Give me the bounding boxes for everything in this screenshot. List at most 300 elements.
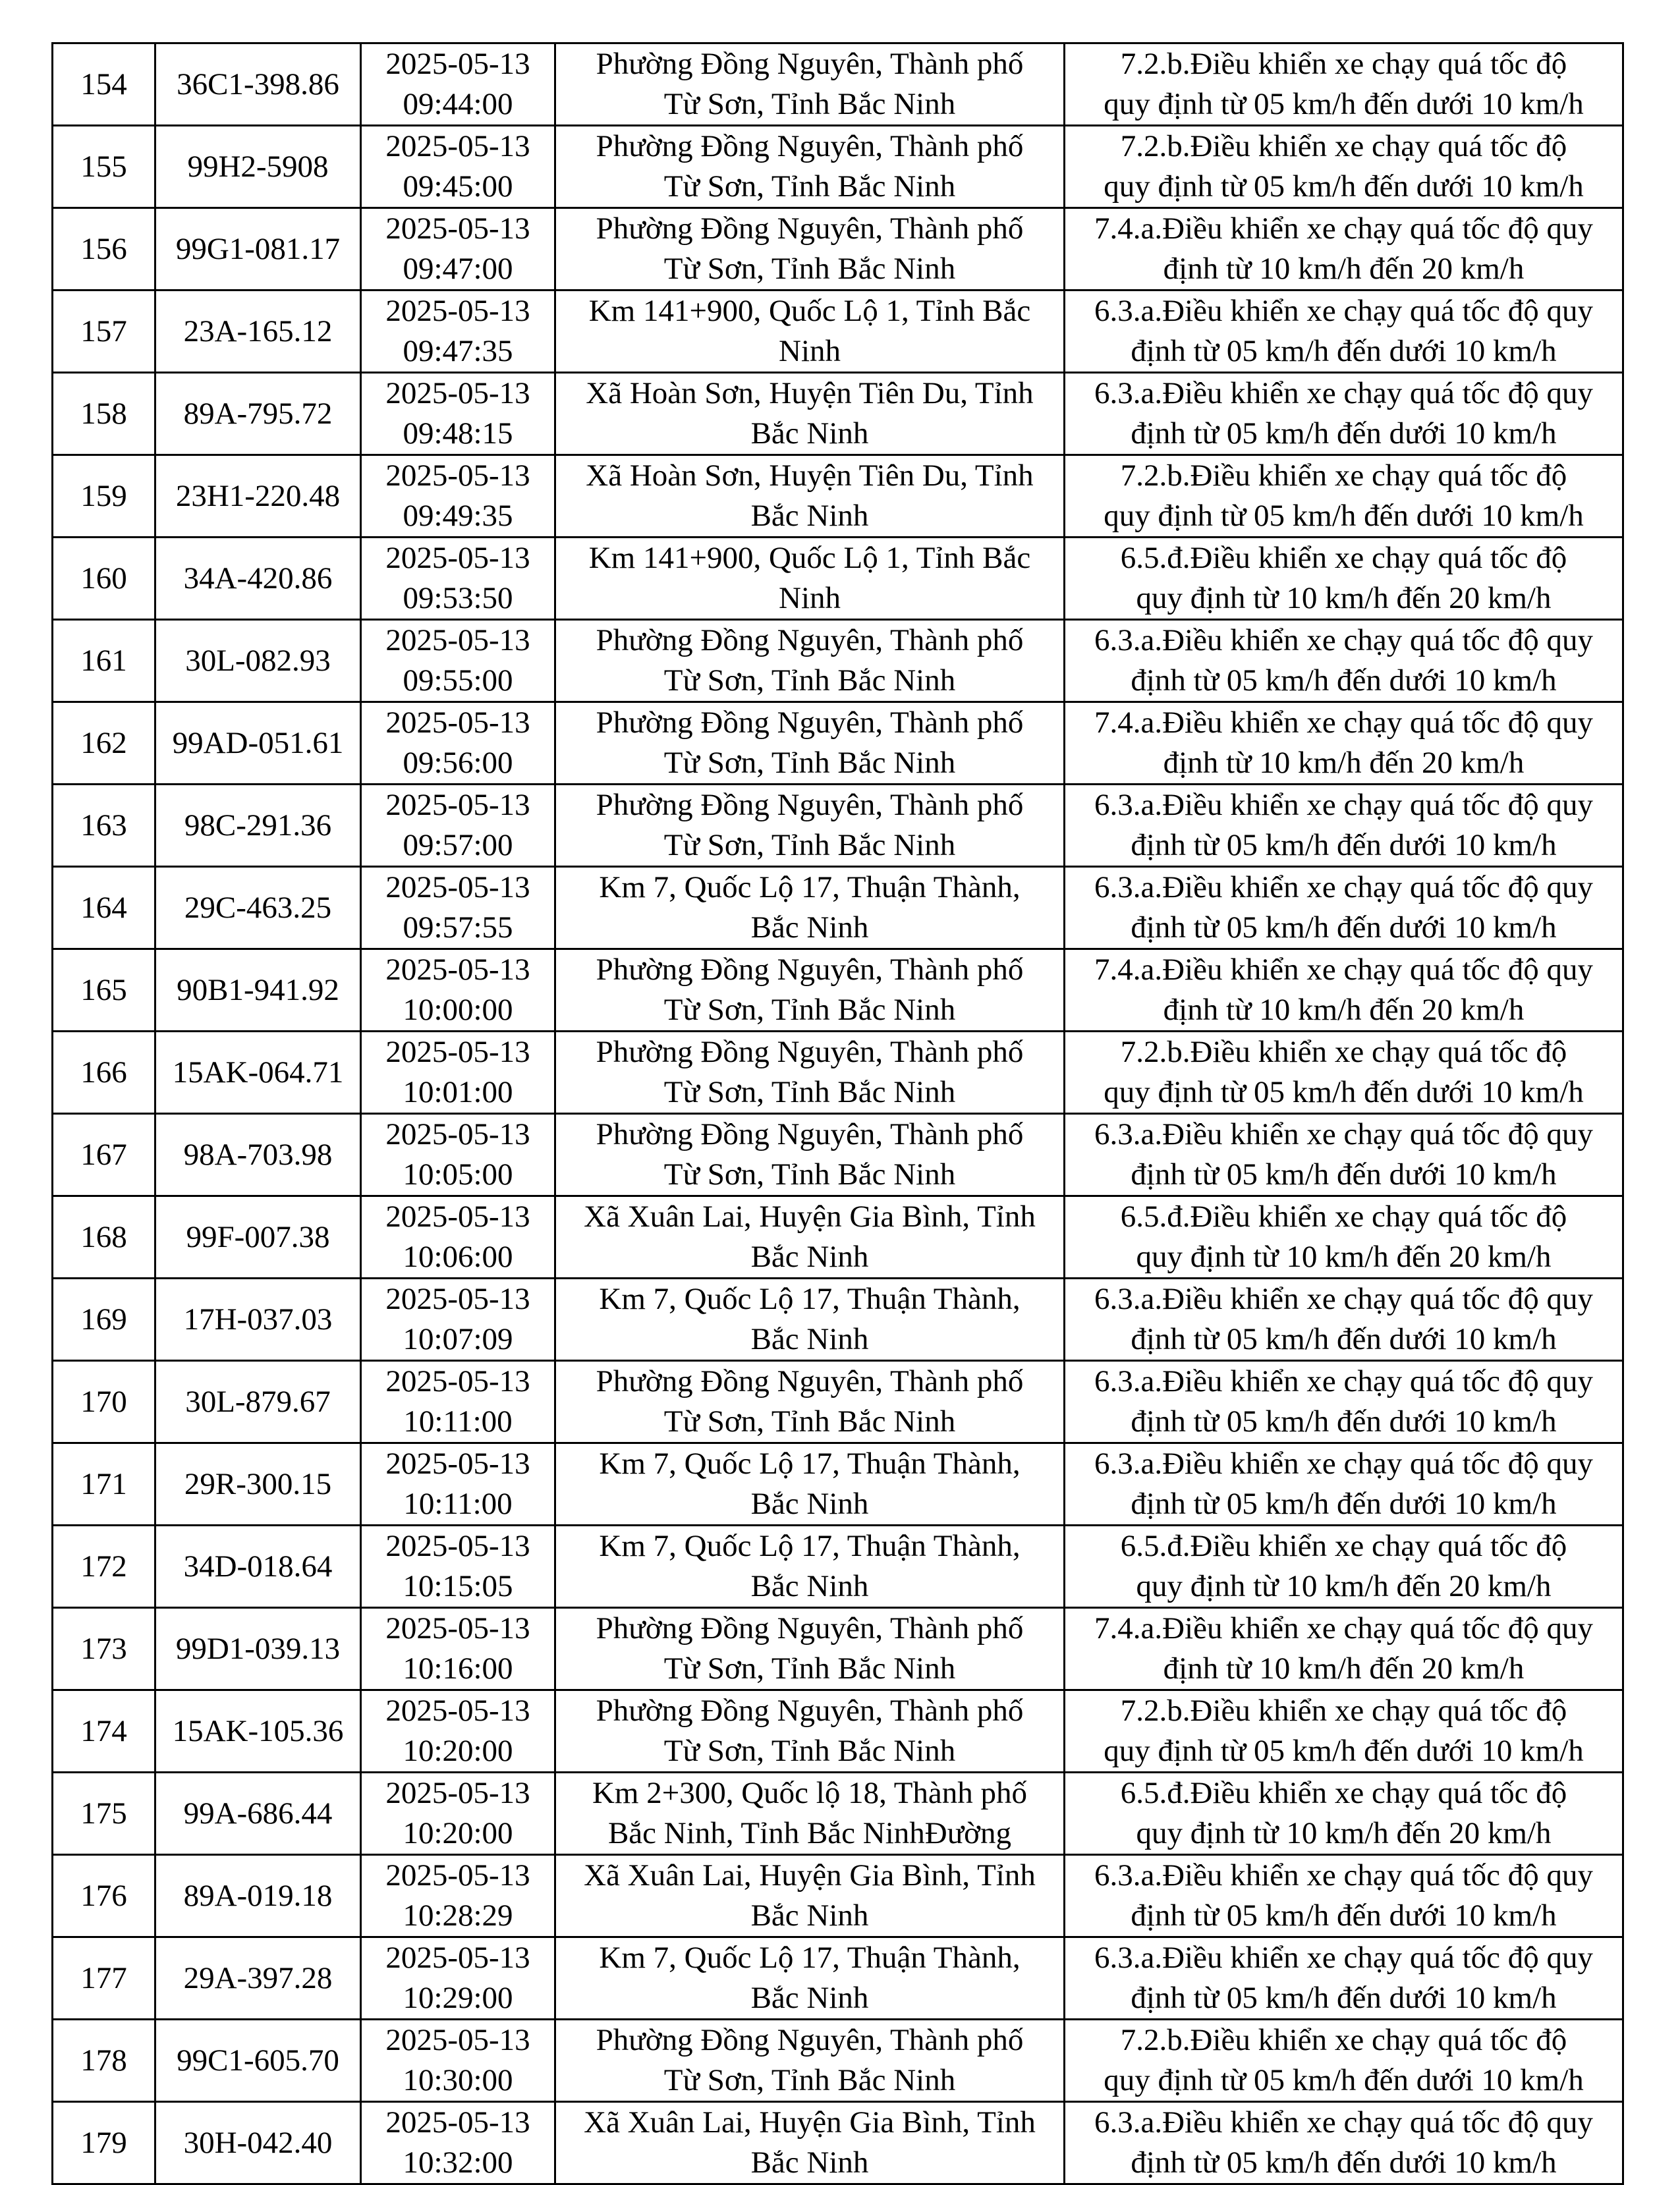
cell-date: 2025-05-13 xyxy=(385,1694,530,1728)
table-row xyxy=(53,1032,1623,1114)
cell-datetime xyxy=(361,1361,555,1443)
cell-stt: 155 xyxy=(53,126,155,208)
cell-plate: 30L-082.93 xyxy=(155,620,361,702)
cell-plate: 90B1-941.92 xyxy=(155,949,361,1032)
cell-datetime xyxy=(361,1114,555,1196)
cell-date: 2025-05-13 xyxy=(385,1776,530,1810)
cell-date: 2025-05-13 xyxy=(385,2105,530,2140)
cell-time: 10:20:00 xyxy=(403,1734,513,1768)
cell-location xyxy=(555,1526,1065,1608)
cell-violation-line-1: 7.2.b.Điều khiển xe chạy quá tốc độ xyxy=(1120,2023,1567,2057)
cell-location xyxy=(555,1690,1065,1773)
cell-location xyxy=(555,455,1065,538)
cell-location-line-2: Bắc Ninh xyxy=(750,1569,869,1603)
cell-violation xyxy=(1065,1032,1623,1114)
cell-location xyxy=(555,1855,1065,1937)
cell-plate: 89A-795.72 xyxy=(155,373,361,455)
table-row xyxy=(53,538,1623,620)
cell-location xyxy=(555,949,1065,1032)
cell-plate: 34A-420.86 xyxy=(155,538,361,620)
cell-plate: 34D-018.64 xyxy=(155,1526,361,1608)
cell-violation-line-2: quy định từ 10 km/h đến 20 km/h xyxy=(1136,1240,1552,1274)
cell-time: 10:32:00 xyxy=(403,2145,513,2180)
cell-date: 2025-05-13 xyxy=(385,953,530,987)
cell-stt: 157 xyxy=(53,290,155,373)
cell-location-line-2: Từ Sơn, Tỉnh Bắc Ninh xyxy=(663,1734,956,1768)
cell-stt: 154 xyxy=(53,43,155,126)
cell-stt: 179 xyxy=(53,2102,155,2184)
cell-datetime xyxy=(361,2020,555,2102)
cell-location-line-2: Bắc Ninh xyxy=(750,1240,869,1274)
cell-location-line-1: Xã Hoàn Sơn, Huyện Tiên Du, Tỉnh xyxy=(586,458,1034,493)
table-row xyxy=(53,867,1623,949)
cell-violation xyxy=(1065,702,1623,785)
cell-plate: 15AK-105.36 xyxy=(155,1690,361,1773)
cell-location xyxy=(555,1443,1065,1526)
cell-violation-line-1: 6.3.a.Điều khiển xe chạy quá tốc độ quy xyxy=(1094,623,1593,657)
cell-violation-line-1: 6.3.a.Điều khiển xe chạy quá tốc độ quy xyxy=(1094,376,1593,410)
table-row xyxy=(53,43,1623,126)
cell-time: 09:56:00 xyxy=(403,746,513,780)
cell-violation xyxy=(1065,1114,1623,1196)
cell-date: 2025-05-13 xyxy=(385,1611,530,1646)
cell-location-line-1: Phường Đồng Nguyên, Thành phố xyxy=(596,1364,1024,1398)
cell-stt: 175 xyxy=(53,1773,155,1855)
table-row xyxy=(53,1526,1623,1608)
cell-violation xyxy=(1065,1279,1623,1361)
cell-violation-line-2: định từ 05 km/h đến dưới 10 km/h xyxy=(1131,663,1557,698)
cell-datetime xyxy=(361,1773,555,1855)
cell-plate: 29C-463.25 xyxy=(155,867,361,949)
cell-violation-line-1: 7.2.b.Điều khiển xe chạy quá tốc độ xyxy=(1120,47,1567,81)
cell-violation xyxy=(1065,1855,1623,1937)
cell-violation-line-2: quy định từ 05 km/h đến dưới 10 km/h xyxy=(1104,87,1584,121)
cell-datetime xyxy=(361,1937,555,2020)
cell-datetime xyxy=(361,1608,555,1690)
cell-date: 2025-05-13 xyxy=(385,376,530,410)
table-row xyxy=(53,1773,1623,1855)
cell-plate: 36C1-398.86 xyxy=(155,43,361,126)
violations-table xyxy=(51,42,1624,2185)
cell-location xyxy=(555,1937,1065,2020)
cell-date: 2025-05-13 xyxy=(385,1364,530,1398)
cell-violation-line-1: 7.2.b.Điều khiển xe chạy quá tốc độ xyxy=(1120,1035,1567,1069)
cell-location xyxy=(555,1114,1065,1196)
table-row xyxy=(53,702,1623,785)
cell-datetime xyxy=(361,373,555,455)
table-row xyxy=(53,455,1623,538)
cell-location-line-2: Bắc Ninh xyxy=(750,910,869,945)
cell-violation-line-2: quy định từ 10 km/h đến 20 km/h xyxy=(1136,581,1552,615)
cell-time: 10:28:29 xyxy=(403,1898,513,1933)
cell-violation xyxy=(1065,43,1623,126)
cell-violation xyxy=(1065,2020,1623,2102)
cell-stt: 164 xyxy=(53,867,155,949)
cell-location-line-1: Phường Đồng Nguyên, Thành phố xyxy=(596,47,1024,81)
cell-datetime xyxy=(361,1196,555,1279)
cell-stt: 178 xyxy=(53,2020,155,2102)
cell-stt: 165 xyxy=(53,949,155,1032)
cell-plate: 23H1-220.48 xyxy=(155,455,361,538)
cell-date: 2025-05-13 xyxy=(385,294,530,328)
cell-datetime xyxy=(361,43,555,126)
cell-date: 2025-05-13 xyxy=(385,623,530,657)
cell-plate: 98A-703.98 xyxy=(155,1114,361,1196)
cell-location-line-2: Từ Sơn, Tỉnh Bắc Ninh xyxy=(663,169,956,204)
table-row xyxy=(53,949,1623,1032)
cell-violation xyxy=(1065,455,1623,538)
cell-stt: 167 xyxy=(53,1114,155,1196)
cell-location-line-1: Phường Đồng Nguyên, Thành phố xyxy=(596,623,1024,657)
cell-stt: 169 xyxy=(53,1279,155,1361)
cell-violation xyxy=(1065,949,1623,1032)
cell-violation-line-2: định từ 10 km/h đến 20 km/h xyxy=(1163,746,1525,780)
cell-plate: 99G1-081.17 xyxy=(155,208,361,290)
cell-location-line-2: Bắc Ninh xyxy=(750,1981,869,2015)
table-row xyxy=(53,1279,1623,1361)
cell-location-line-2: Từ Sơn, Tỉnh Bắc Ninh xyxy=(663,1404,956,1439)
cell-location xyxy=(555,126,1065,208)
cell-violation-line-2: định từ 10 km/h đến 20 km/h xyxy=(1163,993,1525,1027)
cell-time: 10:29:00 xyxy=(403,1981,513,2015)
cell-violation-line-1: 7.4.a.Điều khiển xe chạy quá tốc độ quy xyxy=(1094,1611,1593,1646)
cell-time: 10:15:05 xyxy=(403,1569,513,1603)
cell-violation-line-1: 6.3.a.Điều khiển xe chạy quá tốc độ quy xyxy=(1094,870,1593,904)
cell-violation xyxy=(1065,620,1623,702)
table-row xyxy=(53,1855,1623,1937)
cell-location xyxy=(555,1279,1065,1361)
table-row xyxy=(53,1196,1623,1279)
cell-time: 10:05:00 xyxy=(403,1157,513,1192)
table-row xyxy=(53,1361,1623,1443)
cell-location-line-2: Bắc Ninh xyxy=(750,1322,869,1356)
cell-stt: 166 xyxy=(53,1032,155,1114)
cell-location-line-1: Phường Đồng Nguyên, Thành phố xyxy=(596,2023,1024,2057)
cell-stt: 170 xyxy=(53,1361,155,1443)
cell-location-line-2: Từ Sơn, Tỉnh Bắc Ninh xyxy=(663,663,956,698)
cell-violation-line-2: định từ 05 km/h đến dưới 10 km/h xyxy=(1131,1487,1557,1521)
cell-location-line-2: Từ Sơn, Tỉnh Bắc Ninh xyxy=(663,993,956,1027)
cell-stt: 161 xyxy=(53,620,155,702)
cell-datetime xyxy=(361,785,555,867)
cell-date: 2025-05-13 xyxy=(385,458,530,493)
cell-location-line-2: Bắc Ninh, Tỉnh Bắc NinhĐường xyxy=(607,1816,1012,1850)
cell-location xyxy=(555,785,1065,867)
cell-datetime xyxy=(361,1032,555,1114)
cell-datetime xyxy=(361,1526,555,1608)
cell-time: 10:00:00 xyxy=(403,993,513,1027)
cell-violation-line-1: 6.3.a.Điều khiển xe chạy quá tốc độ quy xyxy=(1094,1282,1593,1316)
cell-location-line-1: Km 7, Quốc Lộ 17, Thuận Thành, xyxy=(599,870,1021,904)
cell-plate: 29R-300.15 xyxy=(155,1443,361,1526)
cell-violation xyxy=(1065,867,1623,949)
cell-location-line-1: Phường Đồng Nguyên, Thành phố xyxy=(596,1117,1024,1151)
cell-stt: 160 xyxy=(53,538,155,620)
table-row xyxy=(53,1937,1623,2020)
cell-plate: 17H-037.03 xyxy=(155,1279,361,1361)
cell-violation-line-2: quy định từ 05 km/h đến dưới 10 km/h xyxy=(1104,1075,1584,1109)
cell-violation xyxy=(1065,1608,1623,1690)
cell-violation-line-2: định từ 05 km/h đến dưới 10 km/h xyxy=(1131,828,1557,862)
cell-time: 09:45:00 xyxy=(403,169,513,204)
cell-date: 2025-05-13 xyxy=(385,2023,530,2057)
cell-location-line-1: Km 7, Quốc Lộ 17, Thuận Thành, xyxy=(599,1447,1021,1481)
table-row xyxy=(53,2020,1623,2102)
cell-location xyxy=(555,1773,1065,1855)
cell-location xyxy=(555,538,1065,620)
cell-date: 2025-05-13 xyxy=(385,1447,530,1481)
cell-time: 10:20:00 xyxy=(403,1816,513,1850)
cell-date: 2025-05-13 xyxy=(385,1117,530,1151)
cell-location xyxy=(555,620,1065,702)
cell-datetime xyxy=(361,455,555,538)
cell-location-line-1: Km 141+900, Quốc Lộ 1, Tỉnh Bắc xyxy=(588,541,1031,575)
cell-datetime xyxy=(361,620,555,702)
table-row xyxy=(53,1443,1623,1526)
cell-location xyxy=(555,43,1065,126)
cell-violation-line-1: 6.5.đ.Điều khiển xe chạy quá tốc độ xyxy=(1120,1200,1567,1234)
cell-time: 10:11:00 xyxy=(403,1487,513,1521)
cell-location-line-2: Từ Sơn, Tỉnh Bắc Ninh xyxy=(663,252,956,286)
cell-location-line-1: Xã Xuân Lai, Huyện Gia Bình, Tỉnh xyxy=(584,1200,1036,1234)
cell-location-line-1: Km 7, Quốc Lộ 17, Thuận Thành, xyxy=(599,1282,1021,1316)
cell-plate: 99D1-039.13 xyxy=(155,1608,361,1690)
table-body xyxy=(53,43,1623,2184)
cell-plate: 99F-007.38 xyxy=(155,1196,361,1279)
cell-violation xyxy=(1065,126,1623,208)
cell-stt: 176 xyxy=(53,1855,155,1937)
cell-location xyxy=(555,2102,1065,2184)
cell-stt: 156 xyxy=(53,208,155,290)
cell-time: 09:55:00 xyxy=(403,663,513,698)
cell-location xyxy=(555,1361,1065,1443)
cell-violation-line-1: 7.4.a.Điều khiển xe chạy quá tốc độ quy xyxy=(1094,953,1593,987)
cell-location-line-1: Xã Xuân Lai, Huyện Gia Bình, Tỉnh xyxy=(584,1858,1036,1893)
cell-violation-line-2: quy định từ 05 km/h đến dưới 10 km/h xyxy=(1104,169,1584,204)
cell-violation-line-1: 7.4.a.Điều khiển xe chạy quá tốc độ quy xyxy=(1094,211,1593,246)
table-row xyxy=(53,373,1623,455)
cell-violation xyxy=(1065,1773,1623,1855)
cell-violation-line-1: 7.4.a.Điều khiển xe chạy quá tốc độ quy xyxy=(1094,705,1593,740)
cell-stt: 177 xyxy=(53,1937,155,2020)
cell-time: 10:07:09 xyxy=(403,1322,513,1356)
cell-date: 2025-05-13 xyxy=(385,870,530,904)
cell-time: 10:01:00 xyxy=(403,1075,513,1109)
cell-date: 2025-05-13 xyxy=(385,1282,530,1316)
cell-datetime xyxy=(361,949,555,1032)
cell-violation-line-2: định từ 05 km/h đến dưới 10 km/h xyxy=(1131,2145,1557,2180)
cell-location xyxy=(555,2020,1065,2102)
cell-violation-line-1: 6.3.a.Điều khiển xe chạy quá tốc độ quy xyxy=(1094,1447,1593,1481)
cell-time: 09:53:50 xyxy=(403,581,513,615)
cell-datetime xyxy=(361,290,555,373)
cell-stt: 162 xyxy=(53,702,155,785)
cell-violation-line-1: 7.2.b.Điều khiển xe chạy quá tốc độ xyxy=(1120,1694,1567,1728)
cell-datetime xyxy=(361,2102,555,2184)
table-row xyxy=(53,620,1623,702)
cell-violation-line-2: quy định từ 10 km/h đến 20 km/h xyxy=(1136,1816,1552,1850)
cell-location-line-2: Từ Sơn, Tỉnh Bắc Ninh xyxy=(663,1075,956,1109)
cell-location-line-2: Ninh xyxy=(779,581,841,615)
cell-location-line-1: Phường Đồng Nguyên, Thành phố xyxy=(596,788,1024,822)
cell-location-line-2: Ninh xyxy=(779,334,841,368)
cell-datetime xyxy=(361,208,555,290)
cell-violation-line-2: định từ 10 km/h đến 20 km/h xyxy=(1163,1651,1525,1686)
cell-violation-line-2: định từ 05 km/h đến dưới 10 km/h xyxy=(1131,416,1557,451)
cell-violation-line-2: định từ 05 km/h đến dưới 10 km/h xyxy=(1131,910,1557,945)
cell-datetime xyxy=(361,126,555,208)
cell-plate: 89A-019.18 xyxy=(155,1855,361,1937)
cell-location xyxy=(555,1196,1065,1279)
table-row xyxy=(53,1114,1623,1196)
cell-location xyxy=(555,702,1065,785)
cell-violation-line-2: quy định từ 05 km/h đến dưới 10 km/h xyxy=(1104,2063,1584,2097)
cell-location-line-1: Phường Đồng Nguyên, Thành phố xyxy=(596,1694,1024,1728)
cell-location-line-2: Bắc Ninh xyxy=(750,2145,869,2180)
cell-datetime xyxy=(361,538,555,620)
cell-violation xyxy=(1065,785,1623,867)
cell-stt: 168 xyxy=(53,1196,155,1279)
cell-plate: 99AD-051.61 xyxy=(155,702,361,785)
table-row xyxy=(53,126,1623,208)
cell-plate: 99A-686.44 xyxy=(155,1773,361,1855)
cell-location-line-1: Xã Hoàn Sơn, Huyện Tiên Du, Tỉnh xyxy=(586,376,1034,410)
cell-date: 2025-05-13 xyxy=(385,1941,530,1975)
cell-plate: 23A-165.12 xyxy=(155,290,361,373)
cell-violation-line-1: 6.5.đ.Điều khiển xe chạy quá tốc độ xyxy=(1120,1529,1567,1563)
cell-location-line-2: Bắc Ninh xyxy=(750,499,869,533)
cell-location-line-1: Km 141+900, Quốc Lộ 1, Tỉnh Bắc xyxy=(588,294,1031,328)
cell-location-line-1: Xã Xuân Lai, Huyện Gia Bình, Tỉnh xyxy=(584,2105,1036,2140)
cell-violation-line-2: định từ 05 km/h đến dưới 10 km/h xyxy=(1131,1322,1557,1356)
cell-stt: 158 xyxy=(53,373,155,455)
cell-datetime xyxy=(361,1279,555,1361)
cell-stt: 163 xyxy=(53,785,155,867)
cell-violation xyxy=(1065,1443,1623,1526)
table-row xyxy=(53,2102,1623,2184)
cell-time: 09:57:55 xyxy=(403,910,513,945)
cell-location xyxy=(555,373,1065,455)
cell-violation-line-1: 6.3.a.Điều khiển xe chạy quá tốc độ quy xyxy=(1094,1858,1593,1893)
cell-violation-line-1: 6.3.a.Điều khiển xe chạy quá tốc độ quy xyxy=(1094,1364,1593,1398)
cell-violation xyxy=(1065,1937,1623,2020)
cell-location xyxy=(555,290,1065,373)
cell-plate: 15AK-064.71 xyxy=(155,1032,361,1114)
cell-plate: 99C1-605.70 xyxy=(155,2020,361,2102)
cell-location-line-2: Từ Sơn, Tỉnh Bắc Ninh xyxy=(663,746,956,780)
cell-datetime xyxy=(361,702,555,785)
cell-date: 2025-05-13 xyxy=(385,705,530,740)
cell-violation-line-2: định từ 05 km/h đến dưới 10 km/h xyxy=(1131,1898,1557,1933)
cell-violation-line-2: định từ 10 km/h đến 20 km/h xyxy=(1163,252,1525,286)
cell-violation-line-2: định từ 05 km/h đến dưới 10 km/h xyxy=(1131,1157,1557,1192)
cell-date: 2025-05-13 xyxy=(385,1035,530,1069)
cell-time: 09:47:35 xyxy=(403,334,513,368)
cell-violation xyxy=(1065,538,1623,620)
cell-location-line-1: Phường Đồng Nguyên, Thành phố xyxy=(596,953,1024,987)
cell-violation-line-1: 6.3.a.Điều khiển xe chạy quá tốc độ quy xyxy=(1094,788,1593,822)
cell-date: 2025-05-13 xyxy=(385,1200,530,1234)
cell-datetime xyxy=(361,1443,555,1526)
table-row xyxy=(53,1690,1623,1773)
table-row xyxy=(53,208,1623,290)
cell-violation xyxy=(1065,2102,1623,2184)
cell-violation-line-1: 6.3.a.Điều khiển xe chạy quá tốc độ quy xyxy=(1094,1117,1593,1151)
cell-location-line-2: Từ Sơn, Tỉnh Bắc Ninh xyxy=(663,2063,956,2097)
cell-time: 10:16:00 xyxy=(403,1651,513,1686)
cell-date: 2025-05-13 xyxy=(385,211,530,246)
cell-location-line-2: Từ Sơn, Tỉnh Bắc Ninh xyxy=(663,1157,956,1192)
cell-plate: 29A-397.28 xyxy=(155,1937,361,2020)
table-row xyxy=(53,785,1623,867)
cell-location-line-1: Phường Đồng Nguyên, Thành phố xyxy=(596,129,1024,163)
cell-plate: 30H-042.40 xyxy=(155,2102,361,2184)
cell-violation-line-2: định từ 05 km/h đến dưới 10 km/h xyxy=(1131,1981,1557,2015)
cell-violation xyxy=(1065,1526,1623,1608)
cell-location xyxy=(555,208,1065,290)
cell-location-line-1: Phường Đồng Nguyên, Thành phố xyxy=(596,211,1024,246)
cell-datetime xyxy=(361,867,555,949)
cell-time: 10:30:00 xyxy=(403,2063,513,2097)
cell-time: 10:11:00 xyxy=(403,1404,513,1439)
cell-location xyxy=(555,1032,1065,1114)
cell-location xyxy=(555,867,1065,949)
cell-location-line-1: Phường Đồng Nguyên, Thành phố xyxy=(596,705,1024,740)
cell-time: 10:06:00 xyxy=(403,1240,513,1274)
cell-date: 2025-05-13 xyxy=(385,1858,530,1893)
cell-location-line-2: Bắc Ninh xyxy=(750,416,869,451)
table-row xyxy=(53,1608,1623,1690)
cell-violation xyxy=(1065,1361,1623,1443)
cell-plate: 98C-291.36 xyxy=(155,785,361,867)
cell-location-line-1: Km 7, Quốc Lộ 17, Thuận Thành, xyxy=(599,1529,1021,1563)
cell-violation-line-1: 6.5.đ.Điều khiển xe chạy quá tốc độ xyxy=(1120,1776,1567,1810)
cell-location-line-2: Từ Sơn, Tỉnh Bắc Ninh xyxy=(663,828,956,862)
cell-violation xyxy=(1065,1690,1623,1773)
cell-location-line-1: Phường Đồng Nguyên, Thành phố xyxy=(596,1035,1024,1069)
cell-location-line-1: Km 2+300, Quốc lộ 18, Thành phố xyxy=(592,1776,1028,1810)
cell-time: 09:57:00 xyxy=(403,828,513,862)
cell-time: 09:44:00 xyxy=(403,87,513,121)
cell-stt: 174 xyxy=(53,1690,155,1773)
cell-time: 09:49:35 xyxy=(403,499,513,533)
cell-violation-line-1: 7.2.b.Điều khiển xe chạy quá tốc độ xyxy=(1120,458,1567,493)
cell-date: 2025-05-13 xyxy=(385,47,530,81)
cell-date: 2025-05-13 xyxy=(385,129,530,163)
cell-violation-line-2: định từ 05 km/h đến dưới 10 km/h xyxy=(1131,334,1557,368)
cell-location xyxy=(555,1608,1065,1690)
cell-time: 09:48:15 xyxy=(403,416,513,451)
cell-plate: 30L-879.67 xyxy=(155,1361,361,1443)
cell-location-line-1: Phường Đồng Nguyên, Thành phố xyxy=(596,1611,1024,1646)
cell-location-line-2: Bắc Ninh xyxy=(750,1487,869,1521)
table-row xyxy=(53,290,1623,373)
cell-date: 2025-05-13 xyxy=(385,1529,530,1563)
cell-violation-line-1: 6.3.a.Điều khiển xe chạy quá tốc độ quy xyxy=(1094,294,1593,328)
cell-stt: 159 xyxy=(53,455,155,538)
cell-datetime xyxy=(361,1855,555,1937)
cell-location-line-1: Km 7, Quốc Lộ 17, Thuận Thành, xyxy=(599,1941,1021,1975)
cell-plate: 99H2-5908 xyxy=(155,126,361,208)
cell-violation-line-2: quy định từ 10 km/h đến 20 km/h xyxy=(1136,1569,1552,1603)
cell-violation xyxy=(1065,290,1623,373)
cell-violation-line-1: 6.5.đ.Điều khiển xe chạy quá tốc độ xyxy=(1120,541,1567,575)
cell-violation xyxy=(1065,373,1623,455)
cell-violation-line-1: 6.3.a.Điều khiển xe chạy quá tốc độ quy xyxy=(1094,1941,1593,1975)
cell-time: 09:47:00 xyxy=(403,252,513,286)
cell-violation-line-2: quy định từ 05 km/h đến dưới 10 km/h xyxy=(1104,1734,1584,1768)
cell-violation-line-1: 7.2.b.Điều khiển xe chạy quá tốc độ xyxy=(1120,129,1567,163)
